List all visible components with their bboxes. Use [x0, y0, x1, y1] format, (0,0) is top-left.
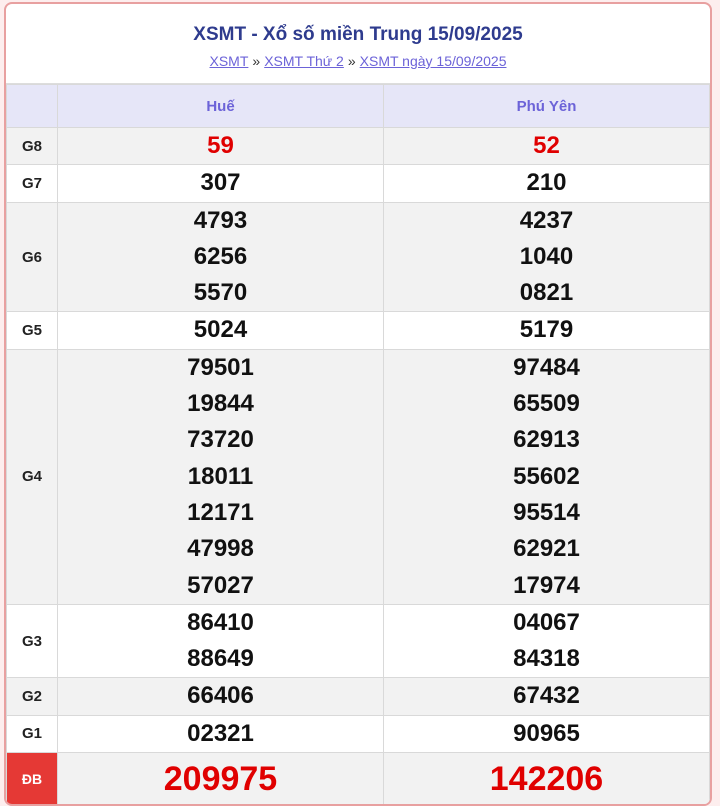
result-number: 5570 [193, 279, 248, 307]
prize-row-g5 [7, 312, 710, 349]
result-number: 73720 [187, 426, 254, 454]
result-number: 209975 [163, 760, 278, 799]
result-cell-hue [58, 678, 384, 715]
result-number: 59 [207, 132, 234, 159]
result-cell-hue [58, 349, 384, 604]
prize-row-g8 [7, 128, 710, 165]
result-number: 90965 [513, 719, 580, 747]
prize-row-g7 [7, 165, 710, 202]
result-number: 5179 [519, 316, 574, 344]
prize-row-g2 [7, 678, 710, 715]
prize-label: G6 [7, 202, 58, 312]
prize-label: G8 [7, 128, 58, 165]
result-number: 52 [533, 132, 560, 159]
result-number: 04067 [513, 608, 580, 636]
result-number: 4237 [519, 206, 574, 234]
result-number: 1040 [519, 242, 574, 270]
result-number: 84318 [513, 645, 580, 673]
prize-row-g6 [7, 202, 710, 312]
breadcrumb-separator: » [347, 53, 356, 69]
result-cell-hue [58, 128, 384, 165]
result-number: 65509 [513, 390, 580, 418]
column-header-phu-yen: Phú Yên [384, 85, 710, 128]
prize-label: G2 [7, 678, 58, 715]
result-number: 55602 [513, 462, 580, 490]
prize-column-header [7, 85, 58, 128]
prize-row-g1 [7, 715, 710, 752]
result-number: 6256 [193, 242, 248, 270]
result-number: 67432 [513, 682, 580, 710]
prize-row-đb [7, 753, 710, 806]
result-cell-hue [58, 202, 384, 312]
result-cell-phuyen [384, 202, 710, 312]
prize-row-g3 [7, 604, 710, 678]
results-card [4, 2, 712, 806]
prize-label: ĐB [7, 753, 58, 806]
result-number: 95514 [513, 498, 580, 526]
result-cell-phuyen [384, 128, 710, 165]
result-number: 62913 [513, 426, 580, 454]
prize-label: G4 [7, 349, 58, 604]
result-number: 88649 [187, 645, 254, 673]
result-cell-phuyen [384, 753, 710, 806]
result-cell-hue [58, 715, 384, 752]
result-number: 18011 [187, 462, 254, 490]
result-number: 210 [526, 169, 567, 197]
result-number: 97484 [513, 353, 580, 381]
result-cell-hue [58, 165, 384, 202]
prize-row-g4 [7, 349, 710, 604]
result-cell-hue [58, 753, 384, 806]
result-cell-hue [58, 312, 384, 349]
prize-label: G7 [7, 165, 58, 202]
breadcrumb-link-xsmt-date[interactable]: XSMT ngày 15/09/2025 [359, 53, 507, 69]
results-table [6, 84, 710, 806]
breadcrumb-separator: » [252, 53, 261, 69]
result-cell-phuyen [384, 349, 710, 604]
prize-label: G5 [7, 312, 58, 349]
result-number: 19844 [187, 390, 254, 418]
result-number: 307 [200, 169, 241, 197]
breadcrumb-link-xsmt-thu-2[interactable]: XSMT Thứ 2 [264, 53, 344, 69]
result-cell-phuyen [384, 678, 710, 715]
result-number: 86410 [187, 608, 254, 636]
breadcrumb-link-xsmt[interactable]: XSMT [209, 53, 249, 69]
result-cell-phuyen [384, 312, 710, 349]
result-number: 62921 [513, 535, 580, 563]
result-number: 0821 [519, 279, 574, 307]
result-number: 57027 [187, 571, 254, 599]
table-header-row [7, 85, 710, 128]
result-number: 142206 [489, 760, 604, 799]
result-cell-phuyen [384, 165, 710, 202]
result-number: 5024 [193, 316, 248, 344]
result-cell-phuyen [384, 604, 710, 678]
result-number: 02321 [187, 719, 254, 747]
result-number: 17974 [513, 571, 580, 599]
prize-label: G3 [7, 604, 58, 678]
results-header [6, 4, 710, 84]
prize-label: G1 [7, 715, 58, 752]
result-number: 12171 [187, 498, 254, 526]
result-number: 79501 [187, 353, 254, 381]
result-number: 4793 [193, 206, 248, 234]
page-title: XSMT - Xổ số miền Trung 15/09/2025 [193, 24, 523, 45]
result-number: 47998 [187, 535, 254, 563]
breadcrumb [6, 53, 710, 69]
result-cell-phuyen [384, 715, 710, 752]
result-cell-hue [58, 604, 384, 678]
column-header-hue: Huế [58, 85, 384, 128]
result-number: 66406 [187, 682, 254, 710]
